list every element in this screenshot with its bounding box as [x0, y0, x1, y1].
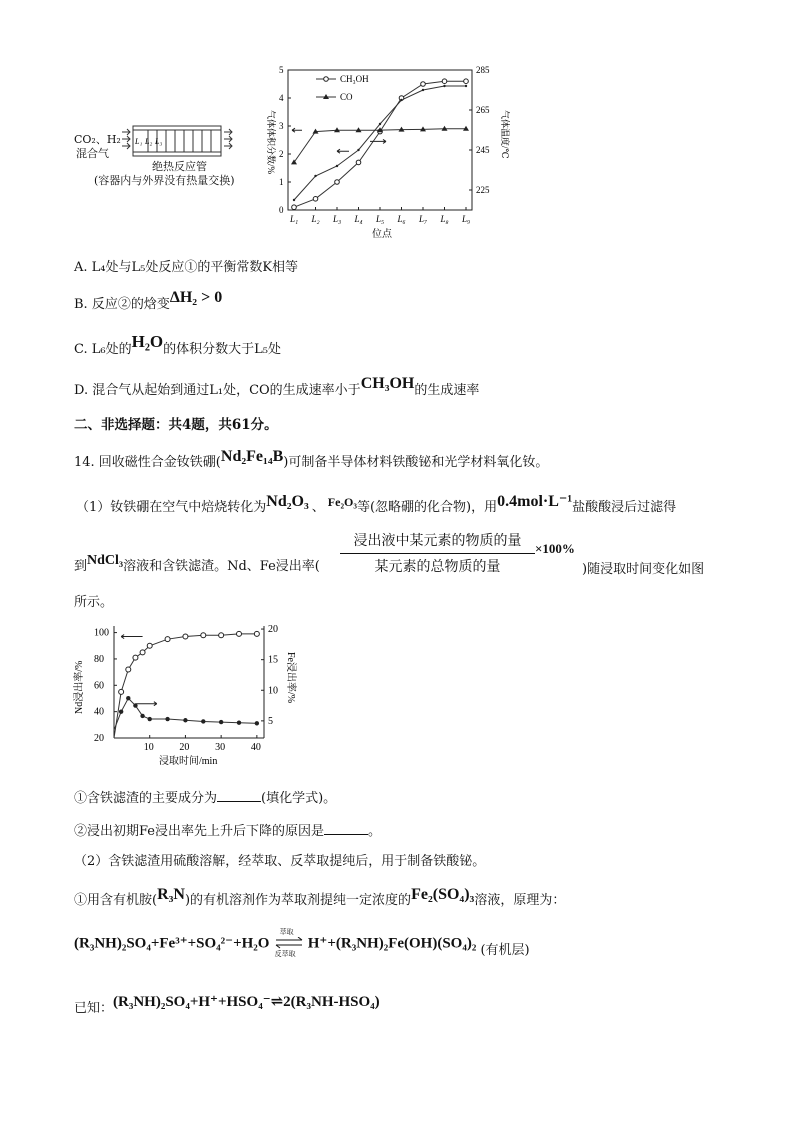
subq-1-suffix: (填化学式)。	[261, 791, 337, 806]
option-d	[74, 375, 480, 399]
y-tick-label-left: 2	[279, 149, 284, 159]
q14-intro	[74, 448, 549, 471]
q14-part1-line1	[76, 493, 677, 516]
reactor-title: 绝热反应管	[152, 160, 207, 173]
subq-1	[74, 787, 336, 806]
arrow-to-left-axis	[292, 128, 302, 132]
subq-3-b: )的有机溶剂作为萃取剂提纯一定浓度的	[184, 893, 412, 908]
reactor-segment-3: L₃	[155, 137, 163, 146]
temperature-point	[293, 199, 295, 201]
equation-2-body: (R₃NH)₂SO₄+H⁺+HSO₄⁻⇌2(R₃NH-HSO₄)	[113, 994, 380, 1010]
legend-marker-ch3oh	[324, 77, 329, 82]
x-tick-label: L₇	[419, 214, 428, 224]
option-d-prefix: D. 混合气从起始到通过L₁处，CO的生成速率小于	[74, 383, 361, 398]
y-axis-label-left: Nd浸出率/%	[74, 660, 85, 714]
option-d-formula: CH₃OH	[360, 375, 415, 392]
y-tick-label-left: 4	[279, 93, 284, 103]
q14-p1-sep: 、	[311, 500, 325, 515]
temperature-point	[422, 89, 424, 91]
option-c-prefix: C. L₆处的	[74, 342, 132, 357]
temperature-point	[400, 99, 402, 101]
leach-rate-fraction	[340, 530, 535, 576]
subq-3-formula-2: Fe₂(SO₄)₃	[411, 886, 475, 903]
temperature-point	[379, 123, 381, 125]
x-tick-label: L₅	[376, 214, 385, 224]
subq-3	[74, 886, 566, 909]
nd-point	[119, 689, 124, 694]
y-tick-label-right: 245	[476, 145, 490, 155]
ch3oh-point	[292, 205, 297, 210]
fe-point	[183, 718, 187, 722]
reactor-note: (容器内与外界没有热量交换)	[94, 174, 235, 187]
y-tick-label-left: 5	[279, 65, 284, 75]
arrow-ch3oh-axis	[337, 149, 349, 153]
y-tick-label-right: 5	[268, 715, 273, 727]
arrow-nd-left-axis	[121, 635, 142, 639]
fe-point	[219, 720, 223, 724]
ch3oh-point	[335, 180, 340, 185]
fe-point	[140, 714, 144, 718]
legend-label-co: CO	[340, 92, 353, 102]
ch3oh-point	[313, 197, 318, 202]
series-line-ch3oh	[294, 81, 466, 207]
y-axis-label-right: Fe浸出率/%	[285, 652, 296, 704]
y-tick-label-right: 285	[476, 65, 490, 75]
subq-2-text: ②浸出初期Fe浸出率先上升后下降的原因是	[74, 824, 325, 839]
legend-label-ch3oh: CH₃OH	[340, 74, 369, 84]
y-tick-label-left: 60	[94, 680, 104, 692]
series-line-temperature	[294, 86, 466, 200]
option-c	[74, 332, 281, 358]
y-axis-label-left: 气体体积分数/%	[266, 110, 276, 174]
y-tick-label-left: 100	[94, 627, 109, 639]
x-tick-label: L₁	[290, 214, 299, 224]
reactor-tube	[120, 122, 240, 162]
y-axis-label-right: 气体温度/℃	[500, 110, 510, 159]
arrow-fe-right-axis	[135, 702, 156, 706]
x-tick-label: L₆	[397, 214, 406, 224]
x-tick-label: L₃	[333, 214, 342, 224]
section-heading: 二、非选择题：共4题，共61分。	[74, 417, 278, 433]
option-b-formula: ΔH₂ > 0	[169, 289, 223, 306]
y-tick-label-left: 20	[94, 733, 104, 744]
temperature-point	[465, 85, 467, 87]
y-tick-label-left: 0	[279, 205, 284, 215]
temperature-point	[443, 85, 445, 87]
known-label: 已知：	[74, 1001, 114, 1016]
subq-2	[74, 820, 381, 839]
option-c-suffix: 的体积分数大于L₅处	[163, 342, 281, 357]
q14-part1-line2	[74, 555, 320, 575]
y-tick-label-left: 1	[279, 177, 284, 187]
y-tick-label-right: 10	[268, 685, 278, 697]
x-tick-label: 10	[143, 742, 154, 753]
x-tick-label: L₈	[440, 214, 449, 224]
reactor-gas-label-top: CO₂、H₂	[74, 133, 121, 146]
arrow-label-back-extract: 反萃取	[274, 950, 296, 958]
q14-intro-suffix: )可制备半导体材料铁酸铋和光学材料氧化钕。	[283, 455, 549, 470]
y-tick-label-left: 40	[94, 706, 104, 718]
nd-point	[133, 655, 138, 660]
fe-point	[119, 709, 123, 713]
reactor-segment-2: L₂	[145, 137, 153, 146]
nd-point	[126, 667, 131, 672]
y-tick-label-left: 80	[94, 653, 104, 665]
q14-intro-formula: Nd₂Fe₁₄B	[220, 448, 284, 465]
option-c-formula: H₂O	[131, 332, 164, 351]
x-tick-label: L₉	[462, 214, 471, 224]
equation-1-note: (有机层)	[480, 942, 530, 958]
ch3oh-point	[421, 82, 426, 87]
q14-p1-conc: 0.4mol·L⁻¹	[497, 493, 573, 510]
fe-point	[148, 717, 152, 721]
nd-point	[219, 633, 224, 638]
x-tick-label: 30	[215, 742, 226, 753]
reactor-diagram	[70, 122, 240, 187]
fe-point	[126, 696, 130, 700]
option-a	[74, 256, 298, 275]
q14-p1-formula-2: Fe₂O₃	[327, 495, 357, 509]
q14-intro-prefix: 14. 回收磁性合金钕铁硼(	[74, 455, 221, 470]
equation-2	[74, 991, 380, 1016]
temperature-point	[314, 175, 316, 177]
nd-point	[140, 650, 145, 655]
q14-p1-c: 盐酸酸浸后过滤得	[572, 500, 677, 515]
y-tick-label-right: 225	[476, 185, 490, 195]
x-tick-label: L₂	[311, 214, 320, 224]
arrow-label-extract: 萃取	[279, 928, 294, 936]
q14-p2-b: 溶液和含铁滤渣。Nd、Fe浸出率(	[123, 559, 320, 574]
leaching-rate-chart	[70, 618, 310, 778]
fe-point	[201, 719, 205, 723]
fraction-numerator: 浸出液中某元素的物质的量	[353, 533, 522, 549]
y-tick-label-left: 3	[279, 121, 284, 131]
series-line-fe	[114, 698, 257, 730]
q14-p2-formula: NdCl₃	[87, 553, 124, 568]
option-b	[74, 289, 223, 313]
answer-blank-1[interactable]	[217, 790, 261, 802]
nd-point	[147, 643, 152, 648]
temperature-point	[336, 165, 338, 167]
fe-point	[255, 721, 259, 725]
temperature-point	[357, 149, 359, 151]
q14-p3: 所示。	[74, 595, 114, 610]
q14-p1-a: （1）钕铁硼在空气中焙烧转化为	[76, 500, 267, 515]
q14-p1-b: 等(忽略硼的化合物)，用	[356, 500, 498, 515]
option-a-text: A. L₄处与L₅处反应①的平衡常数K相等	[74, 260, 299, 275]
q14-p2-c: )随浸取时间变化如图	[582, 562, 705, 577]
option-d-suffix: 的生成速率	[414, 383, 480, 398]
equation-1-left: (R₃NH)₂SO₄+Fe³⁺+SO₄²⁻+H₂O	[74, 935, 270, 952]
subq-3-c: 溶液，原理为：	[474, 893, 566, 908]
equilibrium-arrow	[274, 930, 304, 958]
nd-point	[254, 631, 259, 636]
fe-point	[237, 720, 241, 724]
ch3oh-point	[356, 160, 361, 165]
subq-3-formula-1: R₃N	[157, 886, 185, 903]
fraction-denominator: 某元素的总物质的量	[374, 559, 501, 575]
temperature-volume-chart	[250, 60, 510, 250]
ch3oh-point	[464, 79, 469, 84]
part-2: （2）含铁滤渣用硫酸溶解，经萃取、反萃取提纯后，用于制备铁酸铋。	[74, 854, 486, 869]
answer-blank-2[interactable]	[324, 823, 368, 835]
option-b-text: B. 反应②的焓变	[74, 297, 170, 312]
nd-point	[183, 634, 188, 639]
y-tick-label-right: 20	[268, 624, 278, 636]
plot-frame	[288, 70, 472, 210]
q14-p1-formula-1: Nd₂O₃	[266, 493, 309, 510]
subq-3-a: ①用含有机胺(	[74, 893, 158, 908]
reactor-segment-1: L₁	[135, 137, 143, 146]
y-tick-label-right: 15	[268, 654, 278, 666]
x-axis-label: 位点	[372, 229, 392, 240]
fe-point	[165, 717, 169, 721]
x-tick-label: L₄	[354, 214, 363, 224]
nd-point	[201, 633, 206, 638]
ch3oh-point	[442, 79, 447, 84]
fraction-multiplier: ×100%	[535, 541, 575, 556]
x-tick-label: 40	[250, 742, 261, 753]
nd-point	[165, 637, 170, 642]
reactor-gas-label-bottom: 混合气	[76, 147, 109, 160]
subq-2-suffix: 。	[368, 824, 382, 839]
x-tick-label: 20	[179, 742, 190, 753]
nd-point	[237, 631, 242, 636]
equation-1-right: H⁺+(R₃NH)₂Fe(OH)(SO₄)₂	[307, 935, 477, 952]
equation-1	[74, 930, 530, 958]
y-tick-label-right: 265	[476, 105, 490, 115]
q14-p2-a: 到	[74, 559, 88, 574]
subq-1-text: ①含铁滤渣的主要成分为	[74, 791, 218, 806]
x-axis-label: 浸取时间/min	[159, 756, 218, 767]
